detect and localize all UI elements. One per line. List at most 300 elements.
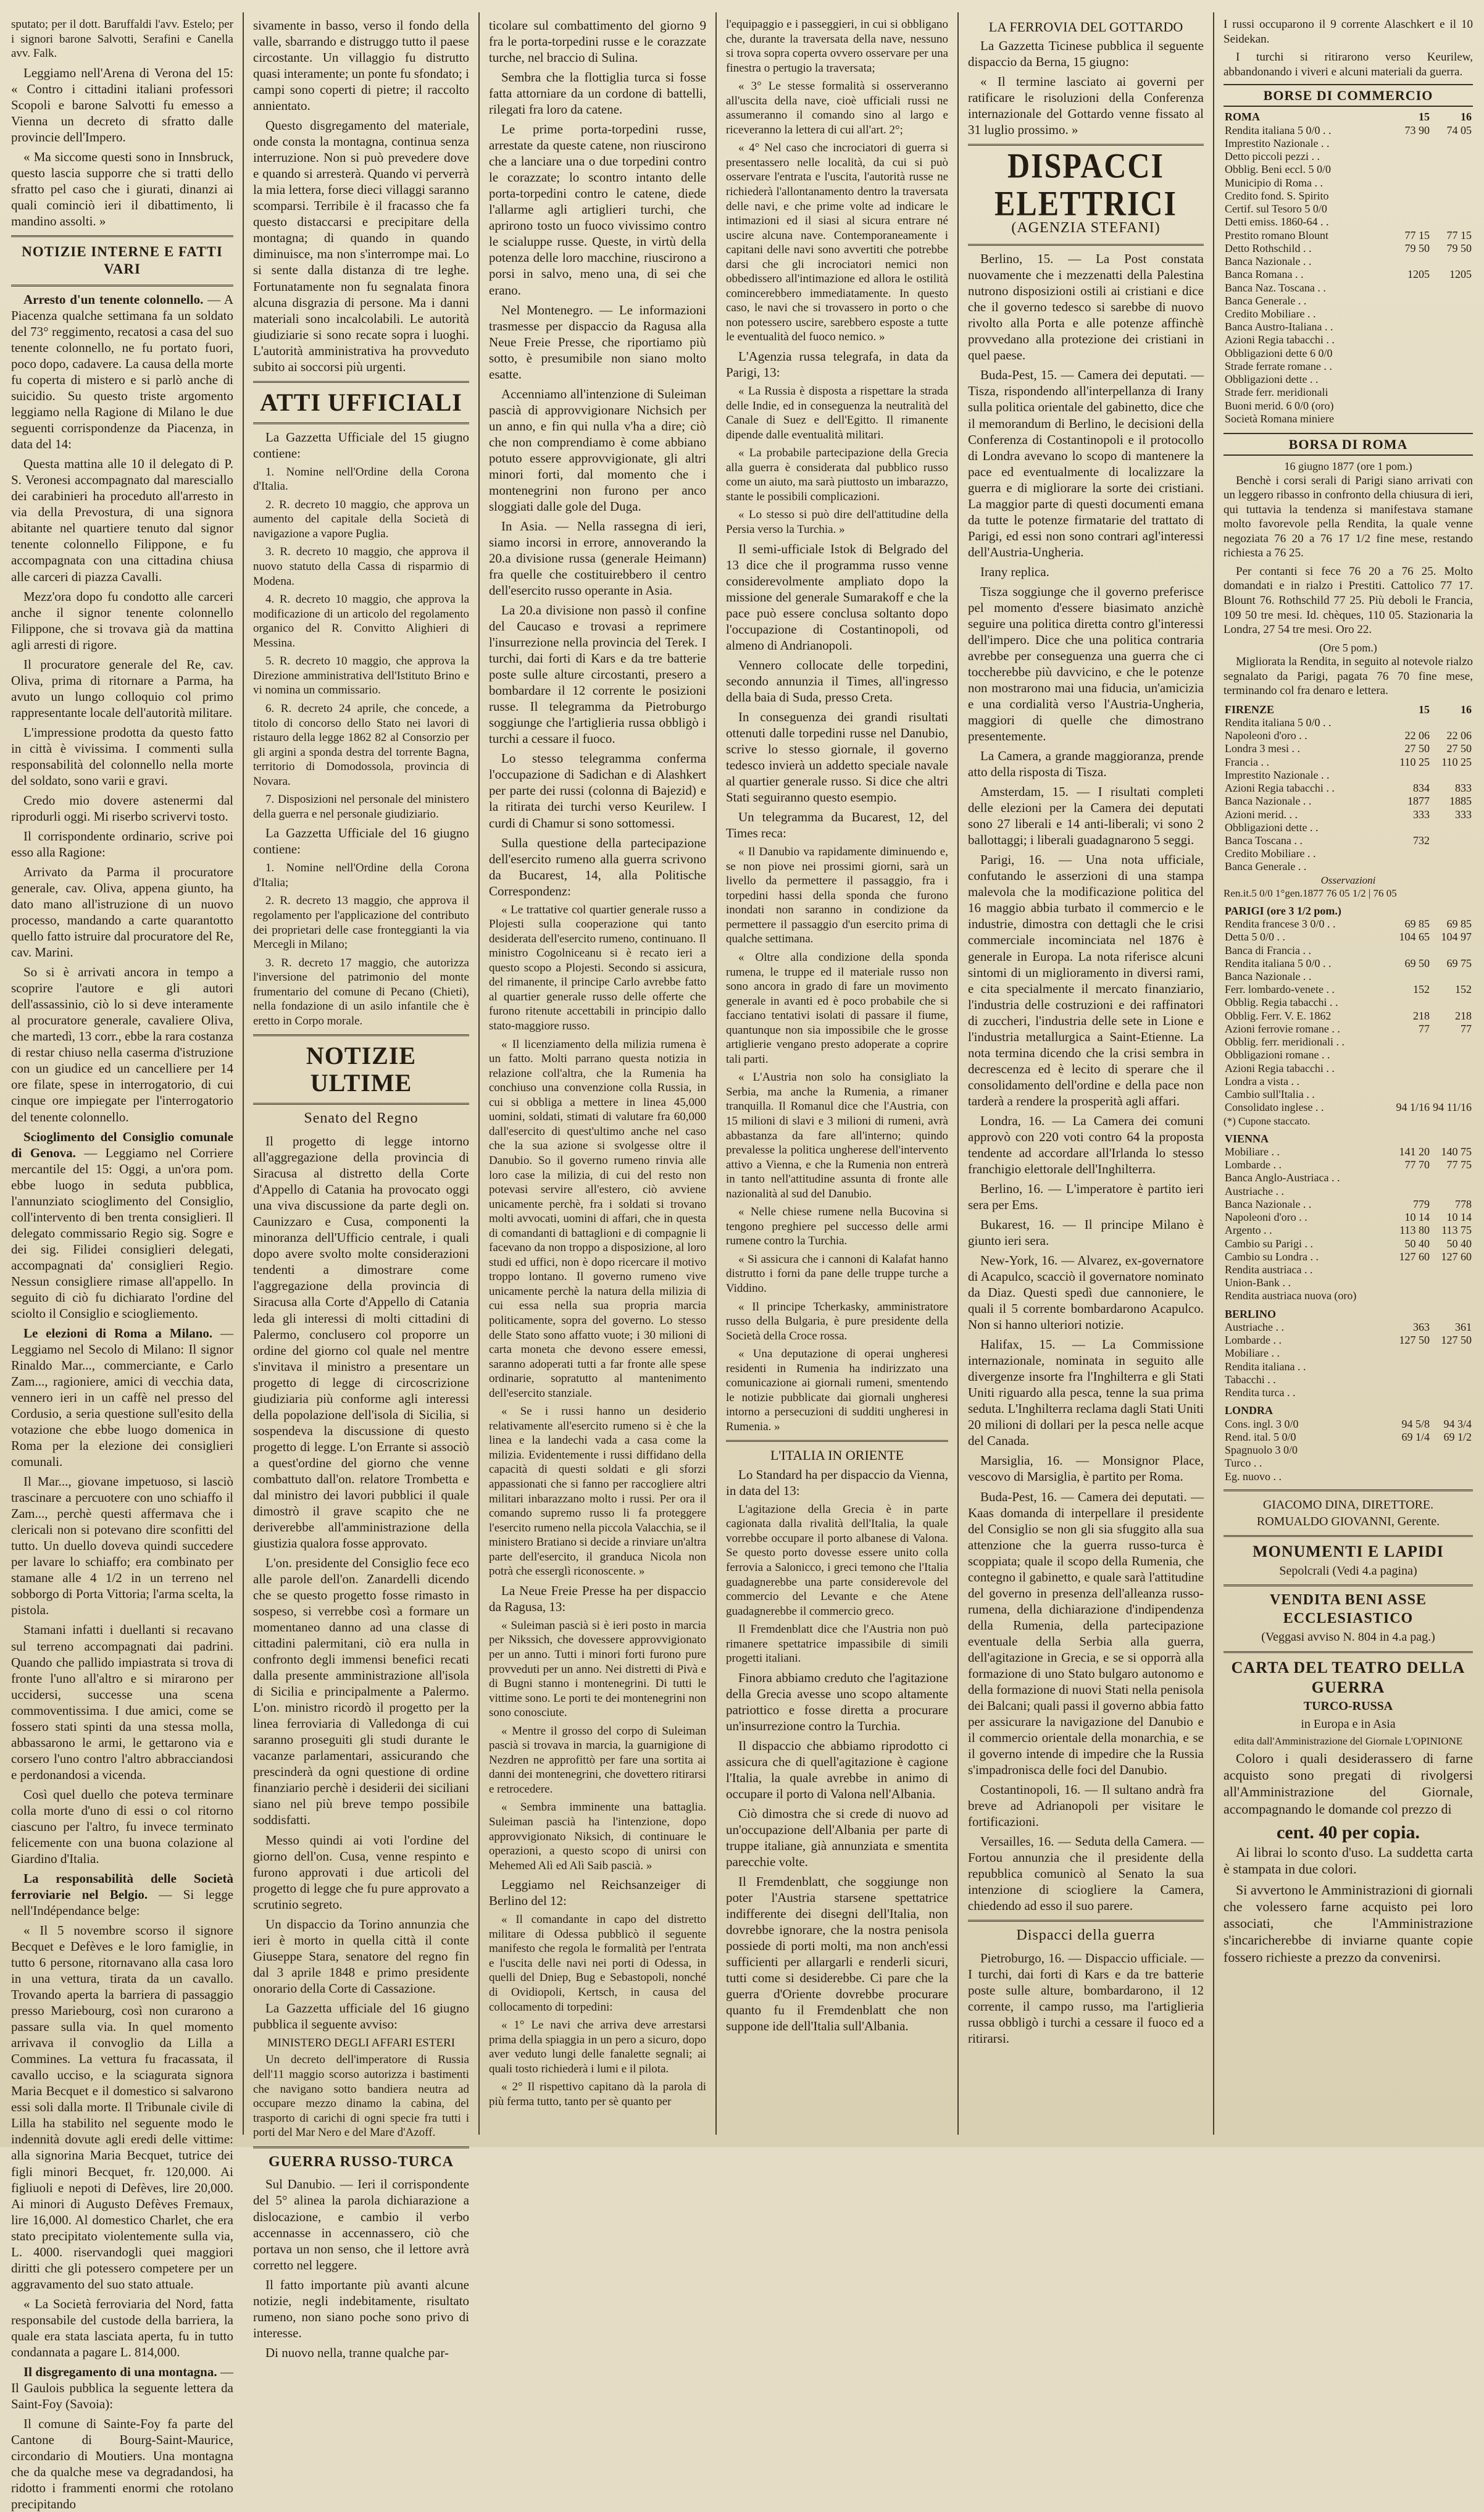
quote-value <box>1389 1347 1431 1360</box>
paragraph: Le prime porta-torpedini russe, arrestate da queste catene, non riuscirono che a lanciare una o due torpedini contro le corazzate; lo scontro intanto delle porta-torpedini contro le catene, diede l'allarme agli artiglieri turchi, che aprirono tosto un fuoco vivissimo contro le scialuppe russe. Queste, in virtù della potenza delle loro macchine, riuscirono a porsi in salvo, meno una, di sei che erano. <box>489 122 706 298</box>
quote-value <box>1389 308 1431 320</box>
quote-label: Cons. ingl. 3 0/0 <box>1225 1417 1299 1430</box>
quote-label: Spagnuolo 3 0/0 <box>1225 1444 1298 1457</box>
column-5 <box>959 17 1212 2130</box>
quote-label: Credito Mobiliare . . <box>1225 307 1316 320</box>
column-4 <box>717 17 957 2130</box>
quote-label: Azioni merid. . . <box>1225 808 1298 821</box>
table-row <box>1223 996 1473 1009</box>
quote-label: Londra 3 mesi . . <box>1225 742 1300 755</box>
quote-value <box>1431 333 1473 346</box>
ad-vendita-sub: (Veggasi avviso N. 804 in 4.a pag.) <box>1261 1630 1435 1644</box>
quote-value: 22 06 <box>1446 729 1472 742</box>
paragraph: Credo mio dovere astenermi dal riprodurli oggi. Mi riserbo scrivervi tosto. <box>11 792 233 824</box>
quote-label: Strade ferrate romane . . <box>1225 359 1332 372</box>
quote-value <box>1431 412 1473 425</box>
table-row <box>1223 729 1473 742</box>
paragraph: La 20.a divisione non passò il confine del Caucaso e trovasi a reprimere l'insurrezione nella provincia del Terek. I turchi, dai forti di Kars e da tre batterie poste sulle alture circostanti, presero a bombardare il 12 corrente le posizioni russe. Il telegramma da Pietroburgo soggiunge che l'artiglieria russa obbligò i turchi a cessare il fuoco. <box>489 603 706 747</box>
paragraph: Per contanti si fece 76 20 a 76 25. Molto domandati e in rialzo i Prestiti. Cattolico 77 17. Blount 76. Rothschild 77 25. Più deboli le Francia, 109 50 tre mesi. Id. chèques, 110 05. Stazionaria la Londra, 27 54 tre mesi. Oro 22. <box>1223 564 1473 637</box>
quote-value: 833 <box>1455 782 1472 795</box>
paragraph: La Gazzetta ufficiale del 16 giugno pubblica il seguente avviso: <box>253 2000 469 2032</box>
quote-value: 732 <box>1413 834 1430 847</box>
roma-quotes-table <box>1223 111 1473 425</box>
paragraph: « Le trattative col quartier generale russo a Plojesti sulla cooperazione qui tanto desiderata dell'esercito rumeno, continuano. Il ministro Cogolniceanu si è recato ieri a questo scopo a Plojesti. Secondo si assicura, del rimanente, il principe Carlo avrebbe fatto al quartier generale russo delle offerte che furono ritenute accettabili in principio dallo stato-maggiore russo. <box>489 903 706 1033</box>
section-rule <box>253 1103 469 1105</box>
quote-value: 778 <box>1455 1197 1472 1210</box>
article-text: — Leggiamo nel Corriere mercantile del 15: Oggi, a un'ora pom. ebbe luogo in seduta pubblica, l'annunziato scioglimento del Consiglio, coll'intervento di ben trenta consiglieri. Il delegato commissario Regio sig. Sogre e dei sig. Filidei consiglieri delegati, accompagnati da' consiglieri Regio. Nessun consigliere rimase all'appello. In seguito di ciò fu dichiarato l'ordine del sciolto il Consiglio e sciogliemento. <box>11 1145 233 1321</box>
section-rule <box>11 285 233 287</box>
dispatch: Buda-Pest, 15. — Camera dei deputati. — Tisza, rispondendo all'interpellanza di Irany sulla politica orientale del gabinetto, dice che il memorandum di Berlino, le decisioni della Conferenza di Costantinopoli e il protocollo di Londra avevano lo scopo di mantenere la pace ed eventualmente di localizzare la guerra e di migliorare la sorte dei cristiani. La maggior parte di questi documenti emana da tutte le potenze firmatarie del trattato di Parigi, ed essi non sono contrari agl'interessi dell'Austria-Ungheria. <box>968 367 1204 559</box>
paragraph: Sulla questione della partecipazione dell'esercito rumeno alla guerra scrivono da Bucarest, 14, alla Politische Correspondenz: <box>489 835 706 898</box>
quote-value <box>1389 333 1431 346</box>
table-row <box>1223 769 1473 782</box>
section-rule <box>1223 1535 1473 1537</box>
quote-label: Lombarde . . <box>1225 1158 1282 1171</box>
quote-value: 152 <box>1455 983 1472 996</box>
paragraph: L'impressione prodotta da questo fatto in città è vivissima. I commenti sulla responsabilità del colonnello nella morte del soldato, sono varii e gravi. <box>11 724 233 788</box>
section-rule <box>253 381 469 383</box>
ad-text: Coloro i quali desiderassero di farne acquisto sono pregati di rivolgersi all'Amministrazione del Giornale, accompagnando le domande col prezzo di <box>1223 1750 1473 1817</box>
table-row <box>1223 137 1473 150</box>
table-row <box>1223 860 1473 873</box>
quote-value <box>1389 320 1431 333</box>
quote-value <box>1389 1088 1431 1101</box>
table-row <box>1223 1457 1473 1470</box>
table-row <box>1223 1023 1473 1036</box>
quote-value: 104 65 <box>1399 931 1430 944</box>
paragraph: « Se i russi hanno un desiderio relativamente all'esercito rumeno si è che la linea e la landechi vada a casa come la milizia. Evidentemente i russi diffidano della capacità di questi soldati e gli sforzi appassionati che si fanno per raccogliere altri militari inbarazzano molto i russi. Per ora il comando supremo russo li fa proteggere l'esercito rumeno nella piccola Valacchia, se il ministero Bratiano si decide a rinviare un'altra parte dell'esercito, il granduca Nicola non potrà che esserglì riconoscente. » <box>489 1405 706 1578</box>
quote-value <box>1431 137 1473 150</box>
paragraph: Così quel duello che poteva terminare colla morte d'uno di essi o col ritorno ciascuno per l'altro, fu invece terminato felicemente con una buona colazione al Giardino d'Italia. <box>11 1786 233 1866</box>
section-rule <box>253 422 469 424</box>
table-row <box>1223 400 1473 412</box>
table-row <box>1223 756 1473 769</box>
table-row <box>1223 308 1473 320</box>
dispatch: Londra, 16. — La Camera dei comuni approvò con 220 voti contro 64 la proposta tendente ad accordare all'Irlanda lo stesso franchigio elettorale dell'Inghilterra. <box>968 1113 1204 1176</box>
paragraph: I turchi si ritirarono verso Keurilew, abbandonando i viveri e alcuni materiali da guerra. <box>1223 51 1473 78</box>
quote-label: Banca Nazionale . . <box>1225 255 1312 268</box>
section-rule <box>968 244 1204 246</box>
paragraph: Migliorata la Rendita, in seguito al notevole rialzo segnalato da Parigi, pagata 76 70 fine mese, terminando col fra denaro e lettera. <box>1223 655 1473 698</box>
borsa-time: (Ore 5 pom.) <box>1319 641 1377 654</box>
table-row <box>1223 163 1473 176</box>
quote-label: Banca Romana . . <box>1225 268 1304 281</box>
paragraph: L'on. presidente del Consiglio fece eco alle parole dell'on. Zanardelli dicendo che se questo progetto fosse rimasto in sospeso, si verrebbe così a formare un momentaneo danno ad una classe di cittadini palermitani, ciò era nulla in confronto degli immensi benefici recati dalla presente amministrazione all'isola di Sicilia e principalmente a Palermo. L'on. ministro ricordò il progetto per la linea ferroviaria di Valledonga di cui saranno proseguiti gli studi durante le vacanze parlamentari, assicurando che prescinderà da ogni questione di ordine finanziario perchè i desiderii dei siciliani siano nel più breve tempo possibile soddisfatti. <box>253 1555 469 1828</box>
table-row <box>1223 177 1473 190</box>
table-row <box>1223 983 1473 996</box>
paragraph: Il dispaccio che abbiamo riprodotto ci assicura che di quell'agitazione è cagione l'Italia, la quale avrebbe in animo di occupare il porto di Valona nell'Albania. <box>726 1738 948 1802</box>
paragraph: « Lo stesso si può dire dell'attitudine della Persia verso la Turchia. » <box>726 508 948 537</box>
quote-value <box>1389 190 1431 203</box>
quote-value <box>1389 347 1431 360</box>
list-item: 7. Disposizioni nel personale del ministero della guerra e nel personale giudiziario. <box>253 793 469 821</box>
paragraph: Mezz'ora dopo fu condotto alle carceri anche il signor tenente colonnello Filippone, che si trovava già da mattina agli arresti di rigore. <box>11 588 233 652</box>
dispatch: Marsiglia, 16. — Monsignor Place, vescovo di Marsiglia, è partito per Roma. <box>968 1453 1204 1484</box>
dispatch: Versailles, 16. — Seduta della Camera. — Fortou annunzia che il presidente della repubblica comunicò al Senato la sua intenzione di sciogliere la Camera, chiedendo ad esso il suo parere. <box>968 1834 1204 1914</box>
quote-value <box>1431 255 1473 268</box>
paragraph: « Una deputazione di operai ungheresi residenti in Rumenia ha indirizzato una comunicazione ai giornali rumeni, smentendo le notizie pubblicate dai giornali ungheresi intorno a persecuzioni di sudditi ungheresi in Rumenia. » <box>726 1347 948 1433</box>
quote-value: 77 15 <box>1446 228 1472 241</box>
paragraph: Vennero collocate delle torpedini, secondo annunzia il Times, all'ingresso della baia di Suda, presso Creta. <box>726 657 948 705</box>
quote-label: Prestito romano Blount <box>1225 228 1328 241</box>
quote-label: Napoleoni d'oro . . <box>1225 1211 1307 1224</box>
quote-value <box>1431 1049 1473 1061</box>
quote-value <box>1431 769 1473 782</box>
quote-value: 22 06 <box>1404 729 1430 742</box>
table-row <box>1223 957 1473 970</box>
guerra-dispacci-heading: Dispacci della guerra <box>1016 1927 1156 1944</box>
table-label: FIRENZE <box>1225 703 1275 716</box>
quote-value <box>1389 150 1431 163</box>
quote-value: 77 70 <box>1404 1158 1430 1171</box>
paragraph: Sembra che la flottiglia turca si fosse fatta attorniare da un cordone di battelli, rilegati fra loro da catene. <box>489 70 706 117</box>
dispatch: Parigi, 16. — Una nota ufficiale, confutando le asserzioni di una stampa malevola che la modificazione politica del 16 maggio abbia turbato il commercio e le industrie, dimostra con dettagli che le crisi commerciale incominciata nel 1876 è generale in Europa. La nota riferisce alcuni sintomi di un miglioramento in diversi rami, e cita specialmente il mercato finanziario, l'industria delle costruzioni e dei raffinatori di zuccheri, l'industria delle sete in Lione e l'industria metallurgica a Saint-Etienne. La nota termina dicendo che la crisi sembra in decrescenza ed è lecito di sperare che il consolidamento dell'ordine e della pace non tarderà a rendere la prosperità agli affari. <box>968 852 1204 1108</box>
paragraph: Nel Montenegro. — Le informazioni trasmesse per dispaccio da Ragusa alla Neue Freie Presse, che riportiamo più sotto, è presumibile non siano molto esatte. <box>489 302 706 382</box>
article-text: — Si legge nell'Indépendance belge: <box>11 1886 234 1919</box>
quote-value <box>1431 970 1473 983</box>
quote-value <box>1431 203 1473 216</box>
paragraph: Il progetto di legge intorno all'aggregazione della provincia di Siracusa al distretto della Corte d'Appello di Catania ha provocato oggi una viva discussione da parte degli on. Caunizzaro e Cusa, componenti la minoranza dell'Ufficio centrale, i quali dopo avere svolto molte considerazioni tendenti a dimostrare come l'aggregazione della provincia di Siracusa alla Corte d'Appello di Catania leda gli interessi di molti cittadini di Palermo, conclusero col proporre un ordine del giorno col quale nel mentre s'invitava il ministro a presentare un progetto di legge di circoscrizione giudiziaria più conforme agli interessi della popolazione dell'isola di Sicilia, si sospendeva la discussione di questo progetto di legge. L'on Errante si associò a quest'ordine del giorno che venne combattuto dall'on. relatore Trombetta e dal ministro dei lavori pubblici il quale dimostrò il grave scapito che ne deriverebbe all'amministrazione della giustizia qualora fosse approvato. <box>253 1134 469 1551</box>
quote-value <box>1431 163 1473 176</box>
quote-value <box>1389 1263 1431 1276</box>
table-row <box>1223 229 1473 242</box>
table-row <box>1223 1036 1473 1049</box>
quote-value <box>1389 970 1431 983</box>
dispacci-heading: DISPACCI ELETTRICI <box>994 146 1177 224</box>
table-row <box>1223 320 1473 333</box>
paragraph: « La Russia è disposta a rispettare la strada delle Indie, ed in conseguenza la neutralità del Canale di Suez e dell'Egitto. Il rimanente dipende dalle eventualità militari. <box>726 385 948 442</box>
quote-value <box>1389 1360 1431 1373</box>
table-row <box>1223 1145 1473 1158</box>
column-rule <box>715 12 717 2135</box>
quote-value: 50 40 <box>1404 1237 1430 1250</box>
quote-value <box>1389 1386 1431 1399</box>
article-text: — Leggiamo nel Secolo di Milano: Il signor Rinaldo Mar..., commerciante, e Carlo Zam..., ragioniere, amici di vecchia data, vennero ieri in un caffè nel presso del Cordusio, a seria questione sull'esito della votazione che ebbe luogo domenica in Roma per la elezione dei consiglieri comunali. <box>11 1325 233 1470</box>
paragraph: Il corrispondente ordinario, scrive poi esso alla Ragione: <box>11 828 233 860</box>
paragraph: Il Fremdenblatt dice che l'Austria non può rimanere spettatrice impassibile di simili progetti italiani. <box>726 1623 948 1665</box>
quote-label: Lombarde . . <box>1225 1334 1282 1347</box>
paragraph: Arrivato da Parma il procuratore generale, cav. Oliva, appena giunto, ha dato mano all'istruzione di un nuovo processo, mandando a carte quarantotto quello fatto istruire dal procuratore del Re, cav. Marini. <box>11 865 233 960</box>
quote-label: Detti emiss. 1860-64 . . <box>1225 216 1329 228</box>
quote-label: Banca Naz. Toscana . . <box>1225 281 1326 294</box>
quote-value <box>1431 1171 1473 1184</box>
italia-heading: L'ITALIA IN ORIENTE <box>770 1447 904 1463</box>
quote-label: Obblig. Regia tabacchi . . <box>1225 996 1338 1009</box>
quote-value: 10 14 <box>1404 1211 1430 1224</box>
quote-label: Obbligazioni dette . . <box>1225 373 1319 386</box>
paragraph: « La Società ferroviaria del Nord, fatta responsabile del custode della barriera, la quale era stata lasciata aperta, fu in tutto condannata a pagare L. 814,000. <box>11 2296 233 2359</box>
quote-value: 77 <box>1419 1022 1430 1035</box>
quote-label: Banca Generale . . <box>1225 294 1307 307</box>
quote-value: 361 <box>1455 1320 1472 1333</box>
table-row <box>1223 1470 1473 1483</box>
quote-value: 1885 <box>1449 795 1472 808</box>
quote-value: 94 11/16 <box>1433 1101 1472 1114</box>
quote-value <box>1431 190 1473 203</box>
quote-label: Certif. sul Tesoro 5 0/0 <box>1225 203 1327 216</box>
gerente-signature: ROMUALDO GIOVANNI, Gerente. <box>1256 1514 1440 1528</box>
osservazioni-label: Osservazioni <box>1320 874 1376 886</box>
column-3 <box>480 17 715 2130</box>
quote-label: Banca Toscana . . <box>1225 834 1303 847</box>
paragraph: « Il 5 novembre scorso il signore Becquet e Defèves e le loro famiglie, in tutto 6 persone, ritornavano alla casa loro in una vettura, tirata da un cavallo. Trovando aperta la barriera di passaggio presso Mariebourg, così non curarono a passare sulla via. In quel momento arrivava il convoglio da Lilla a Commines. La vettura fu fracassata, il cavallo ucciso, e la sciagurata signora Maria Becquet e il domestico si salvarono essi soli dalla morte. Il Tribunale civile di Lilla ha stabilito nel seguente modo le indennità dovute agli eredi delle vittime: alla signorina Maria Becquet, tutrice dei figli minori Becquet, fr. 120,000. Ai figliuoli e nepoti di Defèves, lire 20,000. Ai minori di Augusto Defèves Fremaux, lire 16,000. Al domestico Charlet, che era stato precipitato violentemente sulla via, L. 4000. riservandogli quei maggiori diritti che gli potessero competere per un aggravamento del suo stato attuale. <box>11 1923 233 2292</box>
quote-value: 333 <box>1455 808 1472 821</box>
column-rule <box>957 12 959 2135</box>
quote-value: 127 50 <box>1441 1334 1472 1347</box>
article-title: Il disgregamento di una montagna. <box>23 2364 217 2379</box>
quote-value <box>1389 860 1431 873</box>
quote-value <box>1389 1062 1431 1075</box>
paragraph: « Il comandante in capo del distretto militare di Odessa pubblicò il seguente manifesto che regola le formalità per l'entrata e l'uscita delle navi nei porti di Odessa, in quelli del Dniep, Bug e Sebastopoli, nonché di Ovidiopoli, Kertsch, in causa del collocamento di torpedini: <box>489 1913 706 2014</box>
table-row <box>1223 1049 1473 1061</box>
table-row <box>1223 1171 1473 1184</box>
paragraph: So si è arrivati ancora in tempo a scoprire l'autore e gli autori dell'assassinio, ciò lo si deve interamente al procuratore generale, cavaliere Oliva, che martedì, 13 corr., ebbe la rara costanza di restar chiuso nella caserma d'istruzione con un giudice ed un cancelliere per 14 ore filate, spese in interrogatorio, di cui cinque ore impiegate per l'interrogatorio del tenente colonnello. <box>11 965 233 1124</box>
quote-value <box>1389 216 1431 228</box>
table-row <box>1223 847 1473 860</box>
quote-value <box>1431 150 1473 163</box>
list-item: 3. R. decreto 10 maggio, che approva il nuovo statuto della Cassa di risparmio di Modena. <box>253 545 469 588</box>
section-rule <box>11 235 233 237</box>
section-heading: NOTIZIE INTERNE E FATTI VARI <box>22 243 223 277</box>
table-row <box>1223 834 1473 847</box>
paragraph: Lo Standard ha per dispaccio da Vienna, in data del 13: <box>726 1467 948 1498</box>
ad-monumenti-sub: Sepolcrali (Vedi 4.a pagina) <box>1279 1564 1417 1578</box>
quote-label: Detta 5 0/0 . . <box>1225 931 1285 944</box>
quote-label: Buoni merid. 6 0/0 (oro) <box>1225 399 1334 412</box>
quote-value <box>1431 1289 1473 1302</box>
dispatch: New-York, 16. — Alvarez, ex-governatore di Acapulco, scacciò il governatore nominato da Diaz. Questi spedì due cannoniere, le quali il 5 corrente bombardarono Acapulco. Non si hanno ulteriori notizie. <box>968 1253 1204 1333</box>
paragraph: « Il Danubio va rapidamente diminuendo e, se non piove nei prossimi giorni, sarà un livello da permettere il passaggio, fra i torpedini hassi della sponda che furono inondati non saranno in condizione da permettere il passaggio d'un esercito prima di qualche settimana. <box>726 845 948 946</box>
quote-value <box>1389 1457 1431 1470</box>
paragraph: « Suleiman pascià si è ieri posto in marcia per Nikssich, che dovessere approvvigionato per un anno. Tutti i minori forti furono pure provveduti per un anno. Nei distretti di Pivà e di Bugni stanno i montenegrini. Di tutti le vittime sono. Le porti te dei montenegrini non sono conosciute. <box>489 1618 706 1720</box>
gottardo-heading: LA FERROVIA DEL GOTTARDO <box>988 19 1183 35</box>
senato-heading: Senato del Regno <box>304 1110 419 1127</box>
quote-value <box>1431 1386 1473 1399</box>
dispatch: Halifax, 15. — La Commissione internazionale, nominata in seguito alle divergenze insorte fra l'Inghilterra e gli Stati Uniti riguardo alla pesca, tenne la sua prima seduta. L'Inghilterra reclama dagli Stati Uniti 20 milioni di dollari per la pesca nelle acque del Canada. <box>968 1337 1204 1449</box>
table-row <box>1223 1347 1473 1360</box>
table-label: VIENNA <box>1225 1132 1269 1145</box>
quote-value <box>1431 282 1473 295</box>
quote-value: 113 75 <box>1441 1224 1472 1237</box>
quote-value <box>1431 373 1473 386</box>
table-row <box>1223 1431 1473 1444</box>
list-item: 2. R. decreto 13 maggio, che approva il regolamento per l'applicazione del contributo dei proprietari delle case fronteggianti la via Mercegli in Milano; <box>253 894 469 952</box>
quote-value: 152 <box>1413 983 1430 996</box>
borsa-date: 16 giugno 1877 (ore 1 pom.) <box>1284 460 1412 473</box>
quote-label: Banca Nazionale . . <box>1225 970 1312 982</box>
quote-label: Municipio di Roma . . <box>1225 176 1323 189</box>
paragraph: « Nelle chiese rumene nella Bucovina si tengono preghiere pel successo delle armi rumene contro la Turchia. <box>726 1205 948 1248</box>
table-row <box>1223 1321 1473 1334</box>
table-row <box>1223 1158 1473 1171</box>
table-row <box>1223 821 1473 834</box>
quote-value: 104 97 <box>1441 931 1472 944</box>
quote-value <box>1431 996 1473 1009</box>
paragraph: Questo disgregamento del materiale, onde consta la montagna, continua senza interruzione. Non si può prevedere dove e quando si arresterà. Quando vi perverrà la mia lettera, forse dieci villaggi saranno scomparsi. Terribile è il fracasso che fa questo distaccarsi e precipitare della montagna; di quando in quando diminuisce, ma non s'interrompe mai. Lo si sente dalla distanza di tre leghe. Fortunatamente non fu segnalata finora alcuna disgrazia di persone. Ma i danni materiali sono incalcolabili. Le autorità giudiziarie si sono recate sopra i luoghi. L'autorità amministrativa ha provveduto subito ai soccorsi più urgenti. <box>253 118 469 374</box>
quote-value: 69 85 <box>1446 918 1472 931</box>
quote-label: Detto Rothschild . . <box>1225 241 1312 254</box>
table-row <box>1223 412 1473 425</box>
paragraph: « Oltre alla condizione della sponda rumena, le truppe ed il materiale russo non sono ancora in grado di fare un movimento generale in avanti ed è poco probabile che si facciano tentativi isolati di passare il fiume, quantunque non sia impossibile che le grosse artiglierie vengano presto adoperate a coprire tali parti. <box>726 950 948 1066</box>
quote-value: 27 50 <box>1404 742 1430 755</box>
quote-value <box>1389 373 1431 386</box>
quote-value <box>1389 360 1431 373</box>
quote-label: Banca Nazionale . . <box>1225 795 1312 808</box>
quote-value <box>1389 412 1431 425</box>
quote-label: Rendita turca . . <box>1225 1386 1296 1399</box>
quote-value: 1205 <box>1449 268 1472 281</box>
list-item: 6. R. decreto 24 aprile, che concede, a titolo di concorso dello Stato nei lavori di ristauro della legge 1862 82 al Consorzio per gli argini a sponda destra del torrente Bagna, territorio di Domodossola, provincia di Novara. <box>253 701 469 788</box>
ad-carta-title: CARTA DEL TEATRO DELLA GUERRA <box>1231 1658 1465 1696</box>
table-header: 16 <box>1461 111 1472 124</box>
ad-vendita-title: VENDITA BENI ASSE ECCLESIASTICO <box>1270 1592 1427 1627</box>
quote-value: 73 90 <box>1404 124 1430 136</box>
paragraph: Stamani infatti i duellanti si recavano sul terreno accompagnati dai padrini. Quando che pallido impiastrata si trova di fronte l'uno all'altro e si mirarono per uccidersi, successe una scena commoventissima. I due amici, come se fossero stati spinti da una stessa molla, abbassarono le armi, le gettarono via e corsero l'uno contro l'altro abbracciandosi e perdonandosi a vicenda. <box>11 1622 233 1782</box>
table-row <box>1223 150 1473 163</box>
section-rule <box>726 1440 948 1442</box>
quote-value <box>1431 1088 1473 1101</box>
section-rule <box>1223 1651 1473 1653</box>
list-item: 1. Nomine nell'Ordine della Corona d'Italia. <box>253 465 469 493</box>
director-signature: GIACOMO DINA, DIRETTORE. <box>1262 1497 1434 1512</box>
paragraph: Questa mattina alle 10 il delegato di P. S. Veronesi accompagnato dal maresciallo dei carabinieri ha proceduto all'arresto in via della Prevostura, di una signora abitante nel quartiere tenuto dal signor tenente colonnello Filippone, e fu accompagnata con una cittadina chiusa alle carceri di piazza Cavalli. <box>11 456 233 584</box>
quote-value <box>1389 1171 1431 1184</box>
quote-label: Azioni Regia tabacchi . . <box>1225 1061 1335 1074</box>
article-title: Arresto d'un tenente colonnello. <box>23 291 204 307</box>
quote-value <box>1389 137 1431 150</box>
quote-label: Cambio su Parigi . . <box>1225 1237 1313 1250</box>
paragraph: La Gazzetta Ticinese pubblica il seguente dispaccio da Berna, 15 giugno: <box>968 38 1204 70</box>
quote-value <box>1389 1289 1431 1302</box>
quote-value <box>1431 1347 1473 1360</box>
quote-value: 69 1/2 <box>1443 1430 1472 1443</box>
quote-label: Austriache . . <box>1225 1184 1284 1197</box>
dispatch: Irany replica. <box>980 564 1049 579</box>
quote-label: Rendita italiana . . <box>1225 1360 1306 1373</box>
paragraph: « Sembra imminente una battaglia. Suleiman pascià ha l'intenzione, dopo approvvigionato Niksich, di continuare le operazioni, a questo scopo di unirsi con Mehemed Alì ed Alì Saib pascià. » <box>489 1801 706 1872</box>
paragraph: I russi occuparono il 9 corrente Alaschkert e il 10 Seidekan. <box>1223 18 1473 46</box>
paragraph: sputato; per il dott. Baruffaldi l'avv. Estelo; per i signori barone Salvotti, Serafini e Canella avv. Falk. <box>11 18 233 61</box>
table-row <box>1223 716 1473 729</box>
table-row <box>1223 347 1473 360</box>
quote-value <box>1431 177 1473 190</box>
paragraph: Leggiamo nel Reichsanzeiger di Berlino del 12: <box>489 1877 706 1909</box>
quote-value: 77 15 <box>1404 228 1430 241</box>
column-rule <box>243 12 244 2135</box>
quote-value <box>1431 320 1473 333</box>
quote-value <box>1389 821 1431 834</box>
quote-value <box>1431 1185 1473 1198</box>
quote-value: 69 50 <box>1404 957 1430 969</box>
quote-value <box>1431 860 1473 873</box>
paragraph: Sul Danubio. — Ieri il corrispondente del 5° alinea la parola dichiarazione a dislocazione, e cambio il verbo accennasse in accennassero, ciò che portava un non senso, che il lettore avrà corretto nel leggere. <box>253 2177 469 2272</box>
quote-value <box>1431 1263 1473 1276</box>
quote-value: 94 3/4 <box>1443 1417 1472 1430</box>
dispatch: Tisza soggiunge che il governo preferisce pel momento d'essere biasimato anzichè seguire una politica diretta contro gl'interessi dell'impero. Dice che una politica contraria avrebbe per conseguenza una guerra che ci toccherebbe più davvicino, e che le potenze non mostrarono mai una fiducia, un'amicizia e una cordialità verso l'Austria-Ungheria, maggiori di quelle che dimostrano presentemente. <box>968 584 1204 744</box>
dispatch: La Camera, a grande maggioranza, prende atto della risposta di Tisza. <box>968 748 1204 780</box>
table-row <box>1223 1444 1473 1457</box>
paragraph: Leggiamo nell'Arena di Verona del 15: « Contro i cittadini italiani professori Scopoli e barone Salvotti fu emesso a Vienna un decreto di sfratto dalle provincie dell'Impero. <box>11 65 233 144</box>
table-row <box>1223 242 1473 255</box>
ultime-heading: NOTIZIE ULTIME <box>306 1042 417 1097</box>
paragraph: Il procuratore generale del Re, cav. Oliva, prima di ritornare a Parma, ha avuto un lungo colloquio col primo rappresentante locale dell'autorità militare. <box>11 656 233 720</box>
paragraph: Accenniamo all'intenzione di Suleiman pascià di approvvigionare Nichsich per un anno, e fin qui nulla v'ha a dire; ciò che non comprendiamo è come abbiano potuto essere approvvigionate, gli altri minori forti, dal momento che i montenegrini non furono per anco sloggiati dalle gole del Duga. <box>489 386 706 514</box>
parigi-quotes-table <box>1223 905 1473 1115</box>
quote-value <box>1389 1470 1431 1483</box>
table-row <box>1223 1211 1473 1224</box>
table-header: 15 <box>1419 703 1430 716</box>
quote-label: Londra a vista . . <box>1225 1074 1299 1087</box>
paragraph: « 1° Le navi che arriva deve arrestarsi prima della spiaggia in un pero a sicuro, dopo aver veduto lungi delle fanalette segnali; ai quali tosto richiederà i lumi e il pilota. <box>489 2019 706 2075</box>
paragraph: « 4° Nel caso che incrociatori di guerra si presentassero nelle località, da cui si può osservare l'entrata e l'uscita, l'autorità russe ne richiederà l'allontanamento dentro la traversata delle navi, e che prime volte ad indicare le intimazioni ed il siasi al sicura entrare né uscire alcuna nave. Contemporaneamente i capitani delle navi sono avvertiti che potrebbe darsi che gli incrociatori nemici non obbedissero all'intimazione ed allora le ostilità comincerebbero immediatamente. In questo caso, le navi che si trovassero in porto o che non potessero uscire, sarebbero esposte a tutte le eventualità del fuoco nemico. » <box>726 141 948 344</box>
quote-value: 77 75 <box>1446 1158 1472 1171</box>
list-item: 3. R. decreto 17 maggio, che autorizza l'inversione del patrimonio del monte frumentario del comune di Pecano (Chieti), nella fondazione di un asilo infantile che è eretto in Corpo morale. <box>253 956 469 1028</box>
quote-value: 27 50 <box>1446 742 1472 755</box>
table-row <box>1223 931 1473 944</box>
paragraph: Un telegramma da Bucarest, 12, del Times reca: <box>726 810 948 841</box>
quote-value: 69 1/4 <box>1401 1430 1430 1443</box>
table-row <box>1223 782 1473 795</box>
paragraph: « 3° Le stesse formalità si osserveranno all'uscita della nave, cioè ufficiali russi ne assumeranno il comando sino al largo e riceveranno la lettera di cui all'art. 2°; <box>726 80 948 136</box>
quote-label: Credito fond. S. Spirito <box>1225 189 1329 202</box>
paragraph: La Neue Freie Presse ha per dispaccio da Ragusa, 13: <box>489 1583 706 1614</box>
quote-value: 110 25 <box>1399 755 1430 768</box>
quote-value <box>1431 216 1473 228</box>
quote-value <box>1389 295 1431 308</box>
quote-value <box>1431 847 1473 860</box>
list-item: 1. Nomine nell'Ordine della Corona d'Italia; <box>253 861 469 889</box>
ad-text: Ai librai lo sconto d'uso. La suddetta carta è stampata in due colori. <box>1223 1844 1473 1877</box>
quote-value: 140 75 <box>1441 1145 1472 1158</box>
quote-label: Obblig. ferr. meridionali . . <box>1225 1036 1344 1049</box>
table-row <box>1223 1276 1473 1289</box>
guerra-heading: GUERRA RUSSO-TURCA <box>268 2153 454 2170</box>
paragraph: L'Agenzia russa telegrafa, in data da Parigi, 13: <box>726 349 948 380</box>
paragraph: « Si assicura che i cannoni di Kalafat hanno distrutto i forni da pane delle truppe turche a Viddino. <box>726 1252 948 1295</box>
table-row <box>1223 1360 1473 1373</box>
ad-text: Si avvertono le Amministrazioni di giornali che volessero farne acquisto pei loro associati, che l'Amministrazione s'incaricherebbe di inviarne quante copie fossero richieste a prezzo da convenirsi. <box>1223 1882 1473 1965</box>
quote-label: Rendita italiana 5 0/0 . . <box>1225 716 1332 729</box>
borsa-roma-heading: BORSA DI ROMA <box>1223 433 1473 456</box>
quote-label: Argento . . <box>1225 1224 1272 1237</box>
table-label: ROMA <box>1225 111 1260 124</box>
paragraph: Ciò dimostra che si crede di nuovo ad un'occupazione dell'Albania per parte di truppe italiane, già annunziata e smentita parecchie volte. <box>726 1806 948 1870</box>
column-1 <box>2 17 242 2512</box>
quote-label: Detto piccoli pezzi . . <box>1225 150 1320 163</box>
quote-value <box>1431 360 1473 373</box>
paragraph: Il Fremdenblatt, che soggiunge non poter l'Austria starsene spettatrice indifferente dei disegni dell'Italia, non dovrebbe ignorare, che la nostra penisola possiede di porti molti, ma non anch'essi sufficienti per allargarli e renderli sicuri, tutti come si desiderebbe. Ci pare che la guerra d'Oriente dovrebbe procurare quanto fu il Fremdenblatt che non suppone ide dell'Italia sull'Albania. <box>726 1874 948 2034</box>
quote-value <box>1431 1276 1473 1289</box>
table-row <box>1223 1386 1473 1399</box>
vienna-quotes-table <box>1223 1132 1473 1303</box>
ad-carta-sub2: in Europa e in Asia <box>1301 1717 1396 1731</box>
paragraph: ticolare sul combattimento del giorno 9 fra le porta-torpedini russe e le corazzate turche, nel braccio di Sulina. <box>489 18 706 65</box>
ad-monumenti-title: MONUMENTI E LAPIDI <box>1253 1543 1444 1561</box>
quote-label: Austriache . . <box>1225 1320 1284 1333</box>
table-row <box>1223 808 1473 821</box>
quote-label: Rendita austriaca . . <box>1225 1263 1313 1276</box>
quote-label: Rend. ital. 5 0/0 <box>1225 1430 1296 1443</box>
quote-value <box>1431 1360 1473 1373</box>
quote-label: Banca Anglo-Austriaca . . <box>1225 1171 1340 1184</box>
quote-value <box>1431 295 1473 308</box>
table-row <box>1223 295 1473 308</box>
dispatch: Amsterdam, 15. — I risultati completi delle elezioni per la Camera dei deputati sono 27 liberali e 14 anti-liberali; vi sono 2 ballottaggi; i liberali guadagnarono 5 seggi. <box>968 784 1204 848</box>
dispatch: Pietroburgo, 16. — Dispaccio ufficiale. — I turchi, dai forti di Kars e da tre batterie poste sulle alture, bombardarono, il 12 corrente, il campo russo, ma l'artiglieria russa obbligò i turchi a cessare il fuoco ed a ritirarsi. <box>968 1951 1204 2046</box>
quote-value <box>1431 386 1473 399</box>
quote-label: Cambio sull'Italia . . <box>1225 1088 1315 1101</box>
table-row <box>1223 203 1473 216</box>
